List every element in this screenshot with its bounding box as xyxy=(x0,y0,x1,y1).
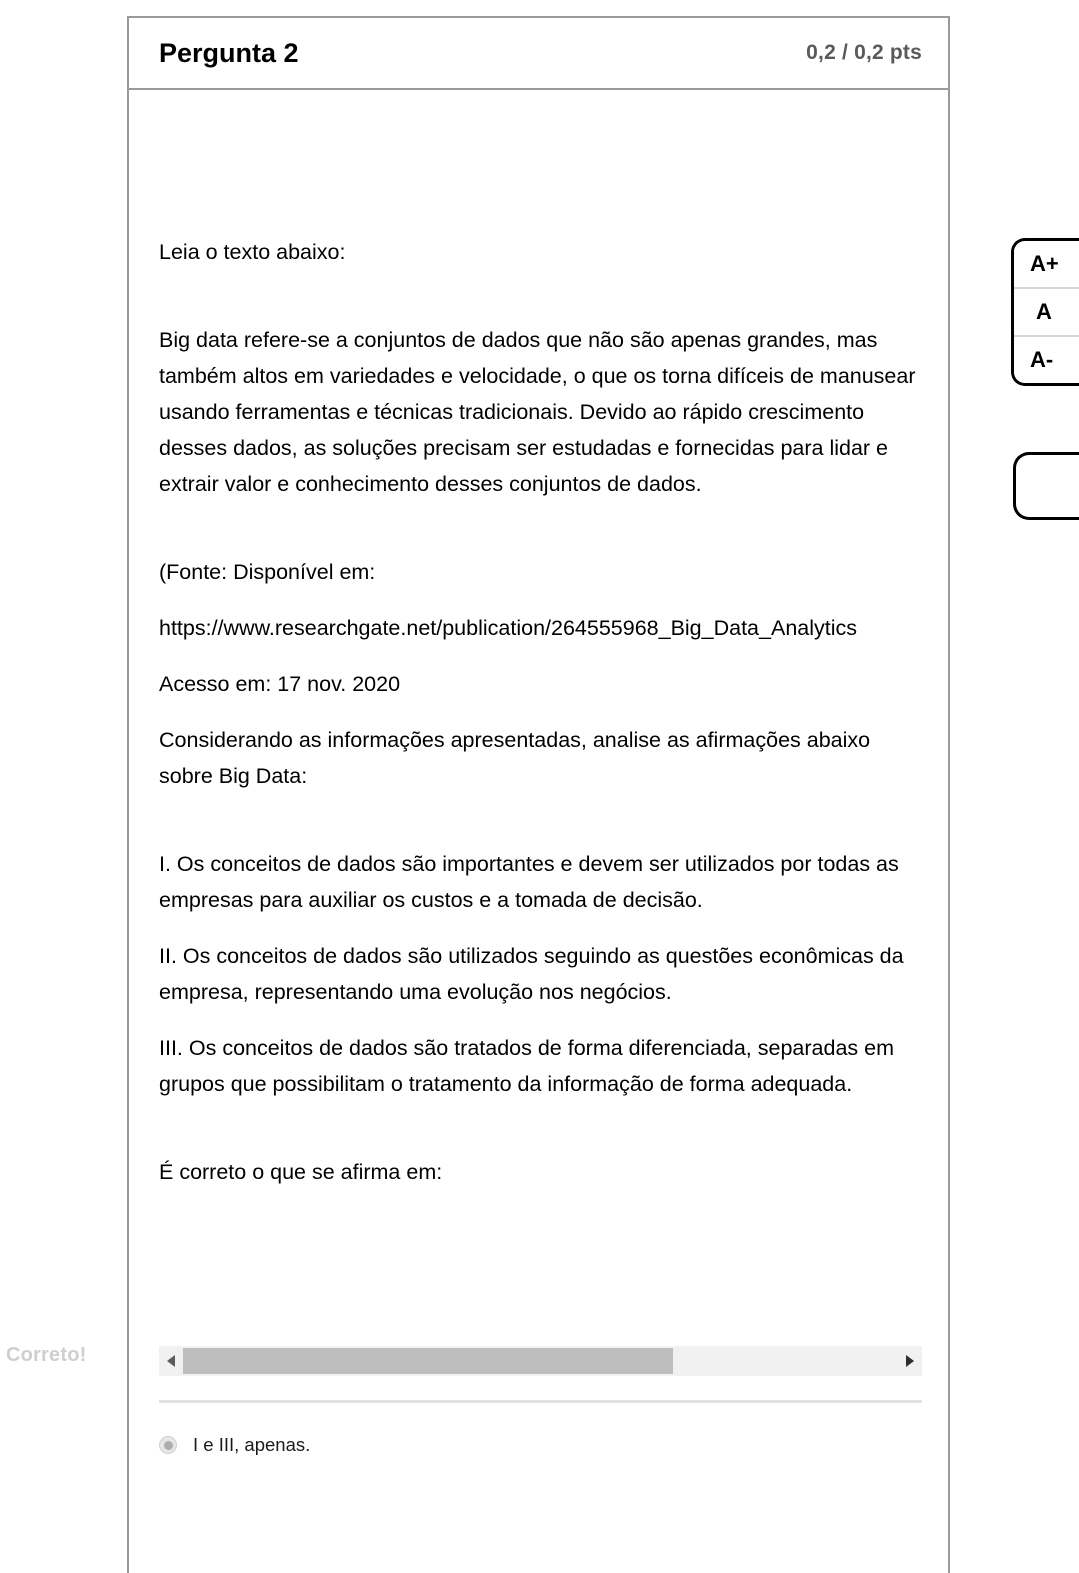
font-increase-button[interactable]: A+ xyxy=(1014,241,1079,287)
answer-divider xyxy=(159,1400,922,1403)
question-lead-text: Leia o texto abaixo: xyxy=(159,240,346,264)
question-title: Pergunta 2 xyxy=(159,37,299,68)
triangle-right-icon xyxy=(906,1355,914,1367)
question-card xyxy=(127,16,950,1573)
floating-action-panel[interactable] xyxy=(1013,452,1079,520)
question-passage: Big data refere-se a conjuntos de dados que não são apenas grandes, mas também altos em variedades e velocidade, o que os torna difíceis de manusear usando ferramentas e técnicas tradicionais. Devido ao rápido crescimento desses dados, as soluções precisam ser estudadas e fornecidas para lidar e extrair valor e conhecimento desses conjuntos de dados. xyxy=(159,328,916,496)
answer-option-selected[interactable] xyxy=(159,1426,922,1464)
question-statement-2: II. Os conceitos de dados são utilizados seguindo as questões econômicas da empresa, representando uma evolução nos negócios. xyxy=(159,944,904,1004)
horizontal-scrollbar[interactable] xyxy=(159,1346,922,1376)
scroll-left-button[interactable] xyxy=(159,1346,183,1376)
scroll-right-button[interactable] xyxy=(898,1346,922,1376)
question-header xyxy=(129,16,948,90)
question-source-url: https://www.researchgate.net/publication/264555968_Big_Data_Analytics xyxy=(159,616,858,640)
question-instruction: Considerando as informações apresentadas, analise as afirmações abaixo sobre Big Data: xyxy=(159,728,871,788)
question-body xyxy=(129,90,948,1455)
question-source-label: (Fonte: Disponível em: xyxy=(159,560,376,584)
scrollbar-thumb[interactable] xyxy=(183,1348,673,1374)
font-size-widget[interactable] xyxy=(1011,238,1079,386)
triangle-left-icon xyxy=(167,1355,175,1367)
question-statement-1: I. Os conceitos de dados são importantes e devem ser utilizados por todas as empresas para auxiliar os custos e a tomada de decisão. xyxy=(159,852,899,912)
question-points-badge: 0,2 / 0,2 pts xyxy=(806,41,922,64)
font-decrease-button[interactable]: A- xyxy=(1014,335,1079,383)
scrollbar-track[interactable] xyxy=(183,1348,898,1374)
question-access-date: Acesso em: 17 nov. 2020 xyxy=(159,672,401,696)
radio-dot-icon xyxy=(164,1441,173,1450)
question-text-scroll-area[interactable] xyxy=(129,90,922,1190)
font-normal-button[interactable]: A xyxy=(1014,287,1079,335)
radio-button-selected[interactable] xyxy=(159,1436,177,1454)
question-statement-3: III. Os conceitos de dados são tratados de forma diferenciada, separadas em grupos que possibilitam o tratamento da informação de forma adequada. xyxy=(159,1036,894,1096)
correct-feedback-label: Correto! xyxy=(6,1344,87,1366)
question-closing-text: É correto o que se afirma em: xyxy=(159,1160,443,1184)
answer-option-label: I e III, apenas. xyxy=(193,1434,311,1455)
